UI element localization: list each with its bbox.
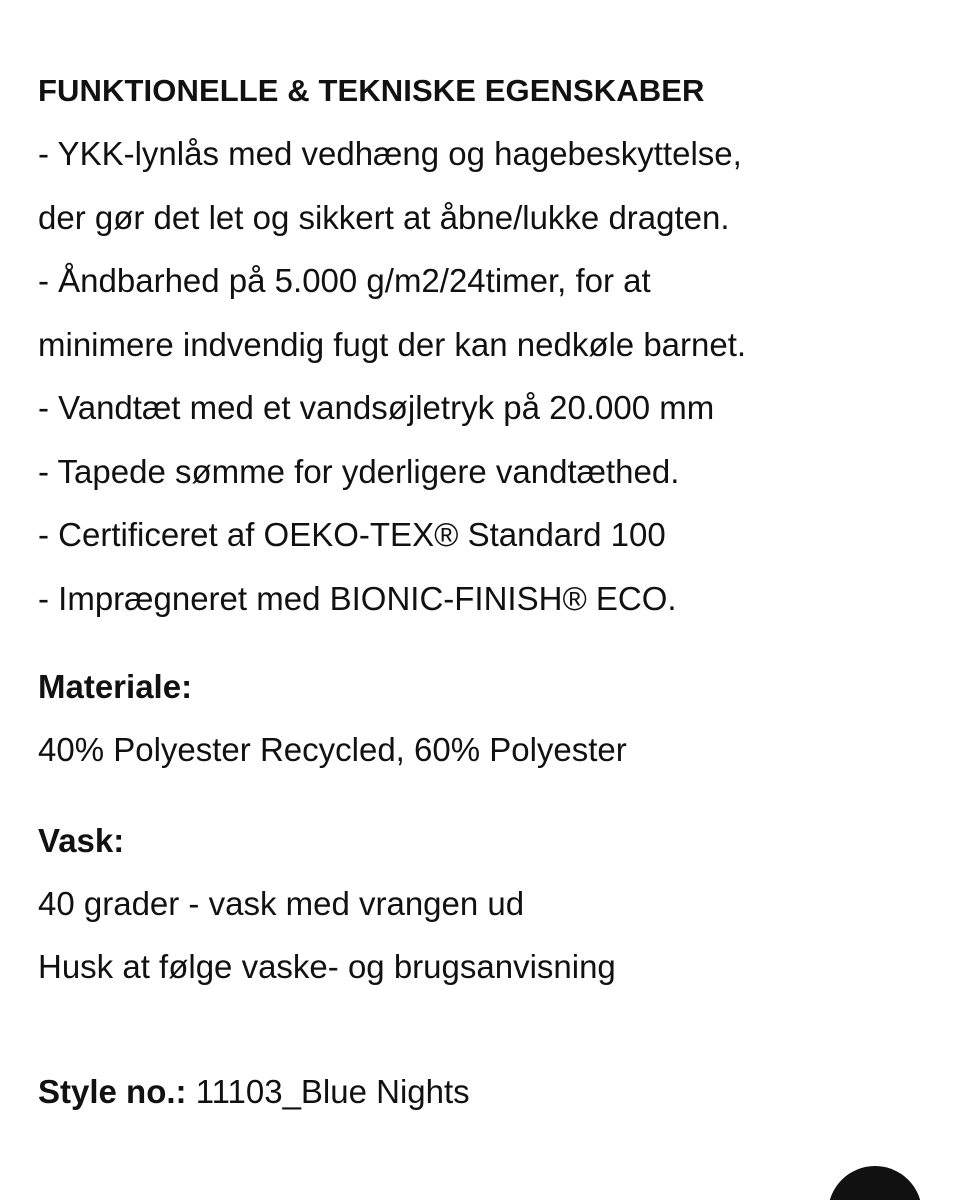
feature-line: - Tapede sømme for yderligere vandtæthed. [38, 452, 680, 490]
style-number-label: Style no.: [38, 1072, 187, 1110]
feature-line: - Imprægneret med BIONIC-FINISH® ECO. [38, 579, 677, 617]
wash-title: Vask: [38, 821, 125, 859]
style-number [38, 1061, 938, 1123]
feature-line: minimere indvendig fugt der kan nedkøle barnet. [38, 325, 747, 363]
wash-line: Husk at følge vaske- og brugsanvisning [38, 948, 616, 985]
spacer [38, 782, 938, 810]
feature-line: - Certificeret af OEKO-TEX® Standard 100 [38, 516, 666, 553]
material-value: 40% Polyester Recycled, 60% Polyester [38, 731, 627, 768]
feature-line: - Åndbarhed på 5.000 g/m2/24timer, for at [38, 262, 651, 299]
product-details [38, 60, 938, 1123]
wash-line: 40 grader - vask med vrangen ud [38, 884, 525, 922]
spacer [38, 630, 938, 656]
spacer [38, 999, 938, 1061]
features-heading: FUNKTIONELLE & TEKNISKE EGENSKABER [38, 73, 705, 108]
floating-action-button[interactable] [828, 1166, 922, 1200]
material-title: Materiale: [38, 668, 193, 705]
style-number-value: 11103_Blue Nights [195, 1072, 470, 1110]
feature-line: - Vandtæt med et vandsøjletryk på 20.000 mm [38, 389, 715, 426]
feature-line: - YKK-lynlås med vedhæng og hagebeskyttelse, [38, 135, 742, 172]
feature-line: der gør det let og sikkert at åbne/lukke dragten. [38, 198, 730, 236]
